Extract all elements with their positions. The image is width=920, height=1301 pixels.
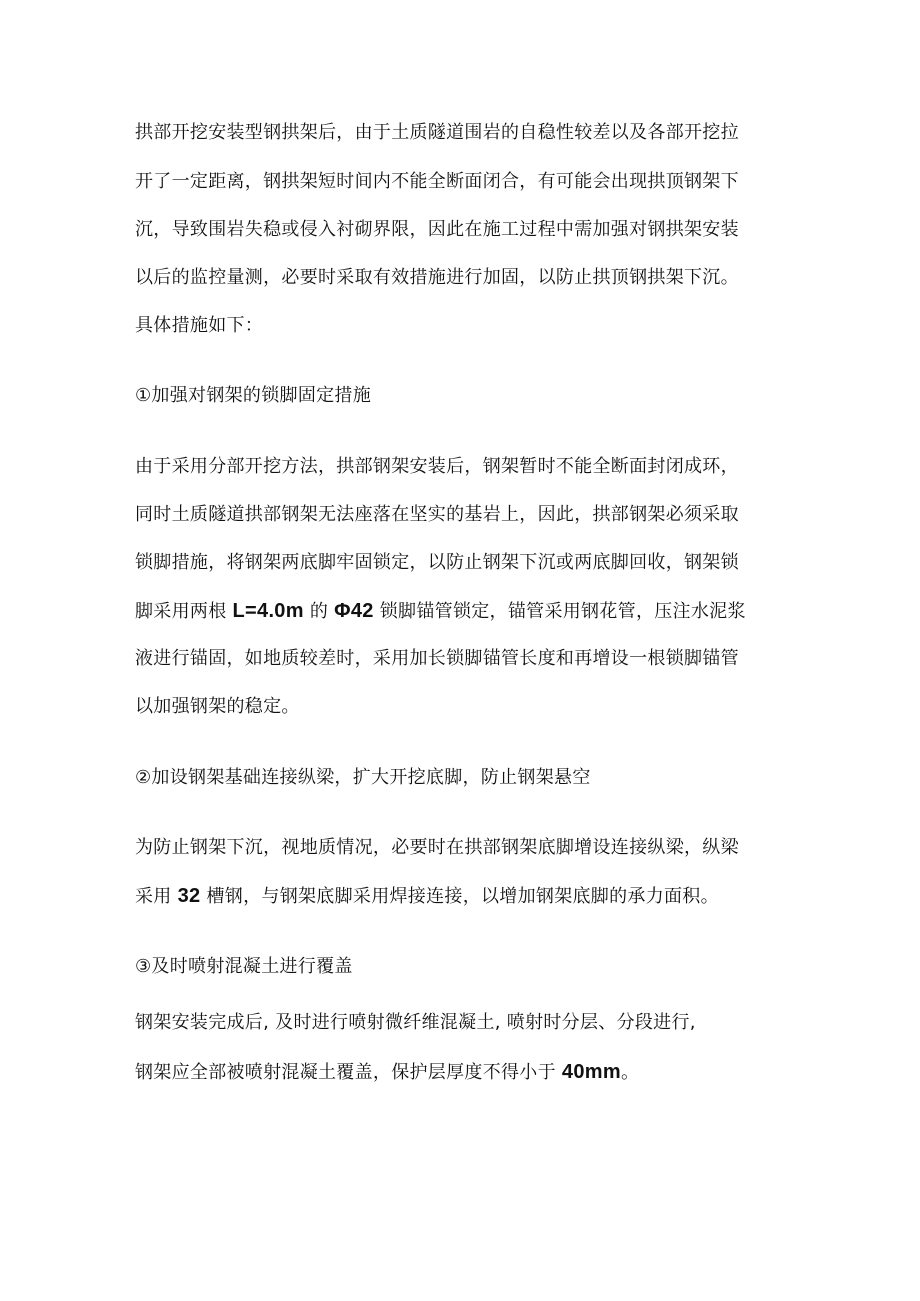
section-1-line-4-text-c: 的 — [303, 601, 335, 622]
section-3-line-1: 钢架安装完成后, 及时进行喷射微纤维混凝土, 喷射时分层、分段进行, — [135, 1012, 696, 1033]
section-1-line-1: 由于采用分部开挖方法，拱部钢架安装后，钢架暂时不能全断面封闭成环， — [135, 456, 739, 477]
section-2-line-2-text-c: 槽钢，与钢架底脚采用焊接连接，以增加钢架底脚的承力面积。 — [200, 886, 719, 907]
section-1-line-3: 锁脚措施，将钢架两底脚牢固锁定，以防止钢架下沉或两底脚回收，钢架锁 — [135, 552, 739, 573]
section-1-line-4-text-e: 锁脚锚管锁定，锚管采用钢花管，压注水泥浆 — [373, 601, 746, 622]
paragraph-1-line-4: 以后的监控量测，必要时采取有效措施进行加固，以防止拱顶钢拱架下沉。 — [135, 267, 739, 288]
section-2-line-2-text-a: 采用 — [135, 886, 178, 907]
section-1-heading: ①加强对钢架的锁脚固定措施 — [135, 385, 372, 406]
section-3-line-2 — [135, 1060, 639, 1085]
paragraph-1-line-2: 开了一定距离，钢拱架短时间内不能全断面闭合，有可能会出现拱顶钢架下 — [135, 171, 739, 192]
section-3-heading: ③及时喷射混凝土进行覆盖 — [135, 956, 353, 977]
section-1-line-4-text-a: 脚采用两根 — [135, 601, 233, 622]
section-1-line-5: 液进行锚固，如地质较差时，采用加长锁脚锚管长度和再增设一根锁脚锚管 — [135, 648, 739, 669]
paragraph-1-line-1: 拱部开挖安装型钢拱架后，由于土质隧道围岩的自稳性较差以及各部开挖拉 — [135, 122, 739, 143]
section-1-line-4 — [135, 599, 746, 624]
section-3-line-2-text-c: 。 — [620, 1062, 640, 1083]
section-2-line-2 — [135, 884, 719, 909]
section-2-heading: ②加设钢架基础连接纵梁，扩大开挖底脚，防止钢架悬空 — [135, 767, 591, 788]
anchor-length-value: L=4.0m — [232, 600, 304, 622]
section-1-line-6: 以加强钢架的稳定。 — [135, 696, 300, 717]
pipe-diameter-value: Φ42 — [334, 600, 374, 622]
section-3-line-2-text-a: 钢架应全部被喷射混凝土覆盖，保护层厚度不得小于 — [135, 1062, 562, 1083]
cover-thickness-value: 40mm — [561, 1061, 621, 1083]
paragraph-1-line-5: 具体措施如下： — [135, 315, 264, 336]
section-2-line-1: 为防止钢架下沉，视地质情况，必要时在拱部钢架底脚增设连接纵梁，纵梁 — [135, 837, 739, 858]
channel-steel-size-value: 32 — [177, 885, 201, 907]
section-1-line-2: 同时土质隧道拱部钢架无法座落在坚实的基岩上，因此，拱部钢架必须采取 — [135, 504, 739, 525]
paragraph-1-line-3: 沉，导致围岩失稳或侵入衬砌界限，因此在施工过程中需加强对钢拱架安装 — [135, 219, 739, 240]
